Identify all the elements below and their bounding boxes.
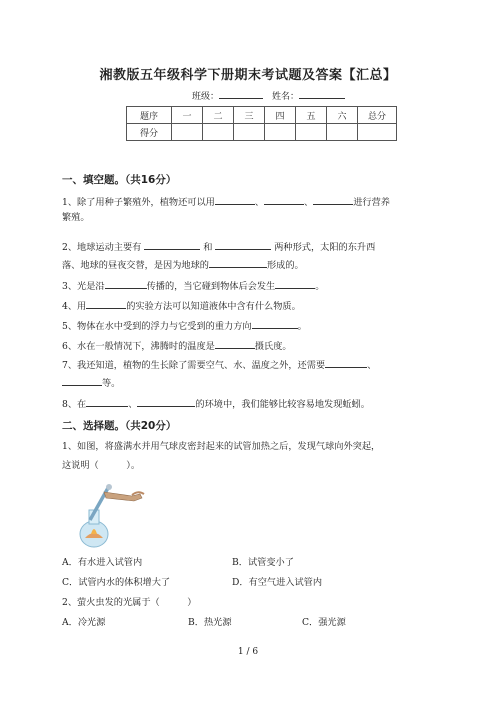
option-b[interactable]: B．热光源 [188, 617, 232, 628]
question-text: 、 [304, 197, 314, 208]
question-1-1-cont: 繁殖。 [62, 212, 90, 223]
answer-blank[interactable] [62, 376, 102, 386]
question-text: 4、用 [62, 301, 87, 312]
question-1-8 [62, 397, 370, 411]
score-cell[interactable] [172, 124, 203, 141]
score-header-cell: 二 [203, 107, 234, 124]
answer-blank[interactable] [215, 195, 255, 205]
question-text: 传播的，当它碰到物体后会发生 [146, 281, 276, 292]
score-row-label: 得分 [127, 124, 172, 141]
score-table [126, 106, 397, 141]
name-blank[interactable] [299, 89, 345, 99]
question-text: 2、地球运动主要有 [62, 242, 142, 253]
option-a[interactable]: A．冷光源 [62, 617, 106, 628]
class-label: 班级： [192, 92, 220, 102]
answer-blank[interactable] [325, 358, 367, 368]
question-1-6 [62, 339, 292, 353]
score-header-cell: 题序 [127, 107, 172, 124]
score-header-cell: 四 [265, 107, 296, 124]
question-1-3 [62, 279, 324, 293]
score-cell[interactable] [203, 124, 234, 141]
option-a[interactable]: A．有水进入试管内 [62, 557, 143, 568]
answer-blank[interactable] [86, 397, 128, 407]
score-cell[interactable] [358, 124, 397, 141]
question-1-7-cont [62, 376, 120, 390]
class-blank[interactable] [219, 89, 263, 99]
question-2-2: 2、萤火虫发的光属于（ ） [62, 597, 197, 608]
answer-blank[interactable] [275, 279, 315, 289]
answer-blank[interactable] [86, 299, 126, 309]
question-text: 等。 [102, 378, 121, 389]
section-heading-fill-in: 一、填空题。（共16分） [62, 174, 177, 186]
question-text: 5、物体在水中受到的浮力与它受到的重力方向 [62, 321, 252, 332]
question-text: 7、我还知道，植物的生长除了需要空气、水、温度之外，还需要 [62, 360, 326, 371]
question-text: 进行营养 [353, 197, 390, 208]
answer-blank[interactable] [252, 319, 298, 329]
answer-blank[interactable] [209, 258, 267, 268]
score-header-cell: 六 [327, 107, 358, 124]
question-1-5 [62, 319, 307, 333]
score-header-cell: 三 [234, 107, 265, 124]
question-text: 6、水在一般情况下，沸腾时的温度是 [62, 341, 215, 352]
section-heading-choice: 二、选择题。（共20分） [62, 420, 177, 432]
name-field [272, 89, 345, 102]
answer-blank[interactable] [105, 279, 147, 289]
question-text: 、 [128, 399, 138, 410]
option-c[interactable]: C．试管内水的体积增大了 [62, 577, 171, 588]
option-c[interactable]: C．强光源 [302, 617, 346, 628]
heated-test-tube-flask-icon [78, 484, 148, 552]
score-header-row [127, 107, 397, 124]
score-header-cell: 一 [172, 107, 203, 124]
score-cell[interactable] [265, 124, 296, 141]
question-1-4 [62, 299, 301, 313]
option-b[interactable]: B．试管变小了 [232, 557, 294, 568]
question-1-1 [62, 195, 390, 209]
name-label: 姓名： [272, 92, 300, 102]
question-text: 的环境中，我们能够比较容易地发现蚯蚓。 [195, 399, 370, 410]
page-title: 湘教版五年级科学下册期末考试题及答案【汇总】 [99, 68, 397, 83]
question-1-2 [62, 240, 375, 254]
question-text: 摄氏度。 [254, 341, 292, 352]
question-2-1-cont: 这说明（ ）。 [62, 460, 141, 471]
option-d[interactable]: D．有空气进入试管内 [232, 577, 323, 588]
answer-blank[interactable] [144, 240, 200, 250]
score-header-cell: 总分 [358, 107, 397, 124]
question-text: 1、除了用种子繁殖外，植物还可以用 [62, 197, 215, 208]
question-text: 和 [203, 242, 213, 253]
answer-blank[interactable] [137, 397, 195, 407]
score-cell[interactable] [296, 124, 327, 141]
question-1-2-cont [62, 258, 304, 272]
class-field [192, 89, 263, 102]
score-cell[interactable] [327, 124, 358, 141]
score-header-cell: 五 [296, 107, 327, 124]
answer-blank[interactable] [264, 195, 304, 205]
question-text: 。 [315, 281, 325, 292]
question-text: 两种形式，太阳的东升西 [274, 242, 376, 253]
answer-blank[interactable] [313, 195, 353, 205]
question-text: 、 [254, 197, 265, 208]
page-number: 1 / 6 [237, 647, 259, 657]
question-text: 落、地球的昼夜交替，是因为地球的 [62, 260, 209, 271]
answer-blank[interactable] [215, 240, 271, 250]
answer-blank[interactable] [215, 339, 255, 349]
question-text: 、 [367, 360, 377, 371]
score-row [127, 124, 397, 141]
question-text: 8、在 [62, 399, 87, 410]
question-text: 的实验方法可以知道液体中含有什么物质。 [126, 301, 301, 312]
score-cell[interactable] [234, 124, 265, 141]
question-text: 形成的。 [267, 260, 304, 271]
question-text: 。 [297, 321, 307, 332]
question-text: 3、光是沿 [62, 281, 105, 292]
question-1-7 [62, 358, 376, 372]
question-2-1: 1、如图，将盛满水并用气球皮密封起来的试管加热之后，发现气球向外突起， [62, 441, 381, 452]
